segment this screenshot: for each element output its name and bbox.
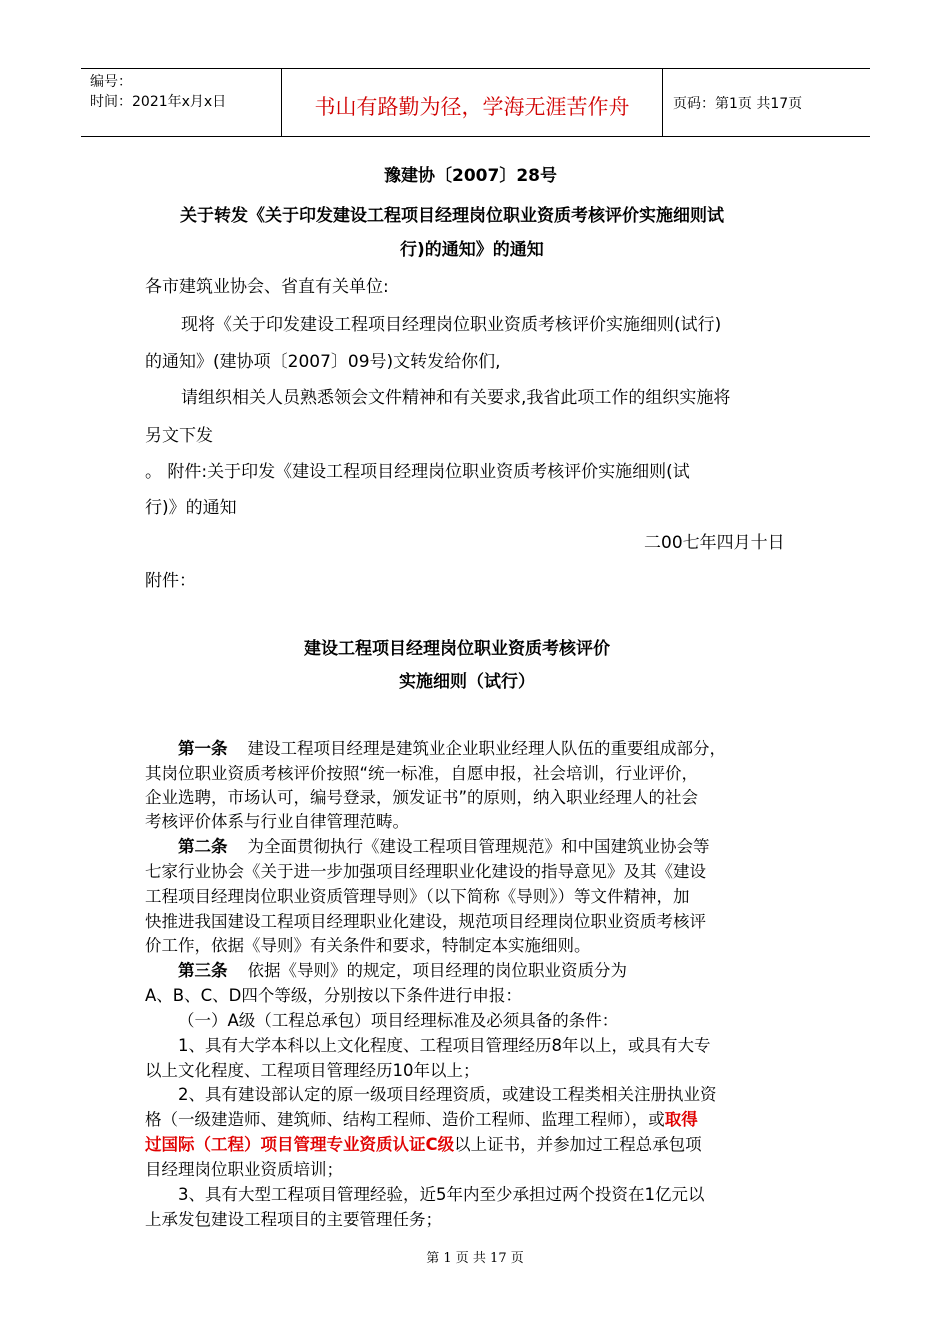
item-2-line4: 目经理岗位职业资质培训； <box>145 1160 343 1179</box>
item-2-line2 <box>145 1106 698 1130</box>
article-1-heading: 第一条 <box>178 739 228 758</box>
notice-date: 二00七年四月十日 <box>644 533 785 553</box>
article-1-line3: 企业选聘，市场认可，编号登录，颁发证书”的原则，纳入职业经理人的社会 <box>145 788 699 807</box>
number-label: 编号： <box>90 74 132 90</box>
rules-title-line1: 建设工程项目经理岗位职业资质考核评价 <box>304 639 610 659</box>
article-2-line3: 工程项目经理岗位职业资质管理导则》（以下简称《导则》）等文件精神，加 <box>145 887 690 906</box>
notice-paragraph1-line1: 现将《关于印发建设工程项目经理岗位职业资质考核评价实施细则(试行) <box>181 315 722 335</box>
notice-title-line1: 关于转发《关于印发建设工程项目经理岗位职业资质考核评价实施细则试 <box>180 206 724 226</box>
item-2-line3 <box>145 1131 702 1155</box>
article-3-line2: A、B、C、D四个等级，分别按以下条件进行申报： <box>145 986 522 1005</box>
item-1-line2: 以上文化程度、工程项目管理经历10年以上； <box>145 1061 480 1080</box>
page-footer: 第 1 页 共 17 页 <box>426 1251 524 1266</box>
attachment-label: 附件： <box>145 571 196 591</box>
header-table <box>81 68 870 137</box>
article-3-heading: 第三条 <box>178 961 228 980</box>
item-2-line2-text: 格（一级建造师、建筑师、结构工程师、造价工程师、监理工程师），或 <box>145 1110 665 1129</box>
item-1-line1: 1、具有大学本科以上文化程度、工程项目管理经历8年以上，或具有大专 <box>178 1036 711 1055</box>
attachment-line1: 。 附件:关于印发《建设工程项目经理岗位职业资质考核评价实施细则(试 <box>145 462 690 482</box>
article-2-text: 为全面贯彻执行《建设工程项目管理规范》和中国建筑业协会等 <box>247 837 710 856</box>
article-1-line1 <box>178 735 726 759</box>
notice-title-line2: 行)的通知》的通知 <box>400 240 544 260</box>
notice-paragraph1-line2: 的通知》(建协项〔2007〕09号)文转发给你们, <box>145 352 501 372</box>
header-motto-cell <box>282 69 663 136</box>
header-page-cell <box>663 69 870 136</box>
article-1-line4: 考核评价体系与行业自律管理范畴。 <box>145 812 409 831</box>
article-2-heading: 第二条 <box>178 837 228 856</box>
article-1-line2: 其岗位职业资质考核评价按照“统一标准，自愿申报，社会培训，行业评价， <box>145 764 699 783</box>
item-2-line3-text: 以上证书，并参加过工程总承包项 <box>454 1135 702 1154</box>
article-2-line2: 七家行业协会《关于进一步加强项目经理职业化建设的指导意见》及其《建设 <box>145 862 706 881</box>
notice-paragraph2-line2: 另文下发 <box>145 426 213 446</box>
item-2-highlight: 过国际（工程）项目管理专业资质认证C级 <box>145 1135 455 1154</box>
time-label: 时间：2021年x月x日 <box>90 94 227 110</box>
addressee: 各市建筑业协会、省直有关单位: <box>145 277 389 297</box>
attachment-line2: 行)》的通知 <box>145 498 237 518</box>
article-2-line4: 快推进我国建设工程项目经理职业化建设，规范项目经理岗位职业资质考核评 <box>145 912 706 931</box>
article-1-text: 建设工程项目经理是建筑业企业职业经理人队伍的重要组成部分， <box>247 739 726 758</box>
article-2-line5: 价工作，依据《导则》有关条件和要求，特制定本实施细则。 <box>145 936 591 955</box>
item-3-line1: 3、具有大型工程项目管理经验，近5年内至少承担过两个投资在1亿元以 <box>178 1185 705 1204</box>
article-3-text: 依据《导则》的规定，项目经理的岗位职业资质分为 <box>247 961 627 980</box>
header-meta-cell <box>81 69 282 136</box>
rules-title-line2: 实施细则（试行） <box>399 672 535 692</box>
article-3-line1 <box>178 957 627 981</box>
article-2-line1 <box>178 833 710 857</box>
item-2-highlight-start: 取得 <box>664 1110 698 1129</box>
item-2-line1: 2、具有建设部认定的原一级项目经理资质，或建设工程类相关注册执业资 <box>178 1085 717 1104</box>
doc-number: 豫建协〔2007〕28号 <box>384 166 557 186</box>
notice-paragraph2-line1: 请组织相关人员熟悉领会文件精神和有关要求,我省此项工作的组织实施将 <box>181 388 731 408</box>
grade-a-heading: （一）A级（工程总承包）项目经理标准及必须具备的条件： <box>178 1011 619 1030</box>
page-info: 页码：第1页 共17页 <box>673 96 803 112</box>
item-3-line2: 上承发包建设工程项目的主要管理任务； <box>145 1210 442 1229</box>
motto: 书山有路勤为径，学海无涯苦作舟 <box>314 95 630 119</box>
